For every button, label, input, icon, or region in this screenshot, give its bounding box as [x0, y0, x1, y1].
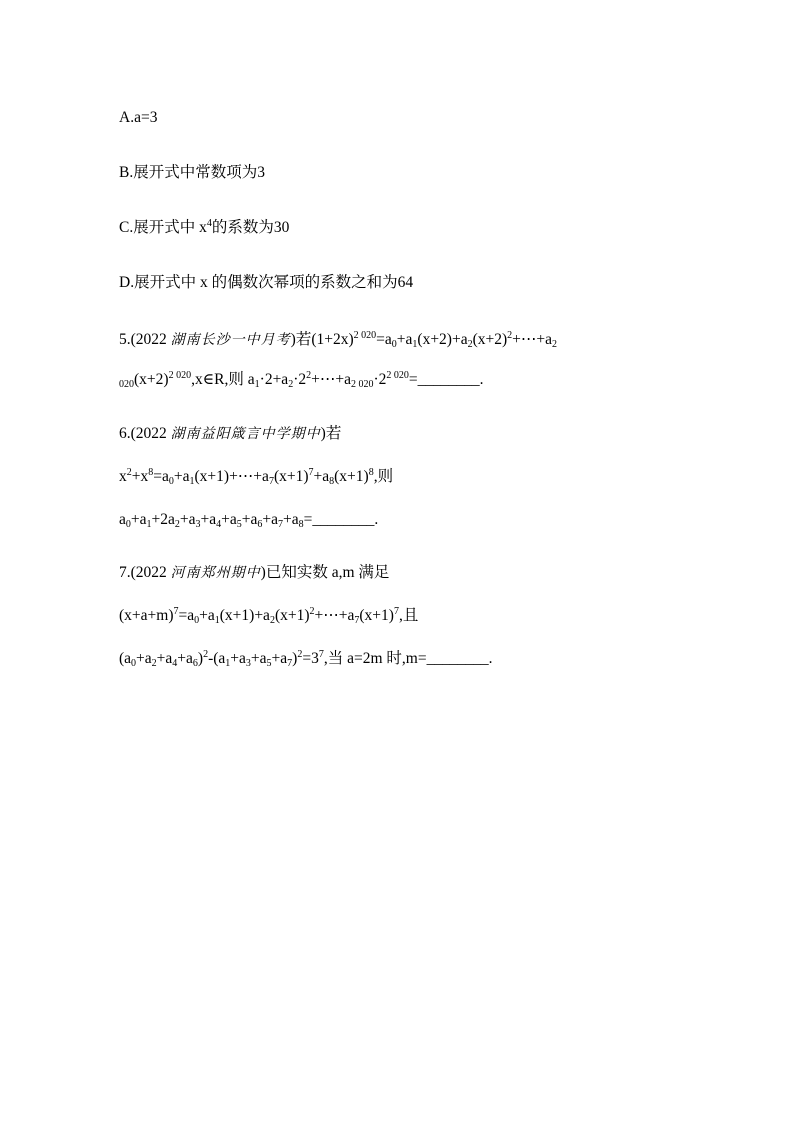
- subscript: 0: [194, 615, 200, 626]
- question-6-line-3: [119, 510, 378, 530]
- text-run: +a: [262, 511, 279, 528]
- text-run: +2a: [151, 511, 175, 528]
- question-5-answer-blank: =________.: [408, 371, 484, 388]
- text-run: (x+1)+a: [219, 607, 270, 624]
- subscript: 7: [268, 476, 274, 487]
- subscript: 0: [125, 519, 131, 530]
- text-run: +a: [200, 511, 217, 528]
- text-run: +a: [271, 650, 288, 667]
- superscript: 2 020: [168, 370, 192, 381]
- subscript: 1: [146, 519, 152, 530]
- text-run: +a: [396, 331, 413, 348]
- text-run: +a: [241, 511, 258, 528]
- text-run: +a: [313, 468, 330, 485]
- text-run: B.展开式中常数项为3: [119, 164, 265, 181]
- option-d: [119, 273, 413, 293]
- subscript: 2: [467, 339, 473, 350]
- text-run: )已知实数 a,m 满足: [260, 564, 390, 581]
- text-run: ·2: [293, 371, 307, 388]
- text-run: +a: [199, 607, 215, 624]
- text-run: +a: [136, 650, 152, 667]
- text-run: 6.(2022: [119, 425, 171, 442]
- text-run: (x+a+m): [119, 607, 174, 624]
- text-run: )若(1+2x): [290, 331, 354, 348]
- subscript: 6: [192, 658, 198, 669]
- text-run: +a: [250, 650, 267, 667]
- text-run: a: [119, 511, 126, 528]
- superscript: 2: [126, 467, 132, 478]
- superscript: 7: [173, 606, 179, 617]
- superscript: 2: [297, 649, 303, 660]
- option-b: [119, 163, 265, 183]
- question-6-line-2: [119, 467, 393, 487]
- text-run: x: [119, 468, 127, 485]
- superscript: 7: [393, 606, 399, 617]
- subscript: 1: [225, 658, 231, 669]
- superscript: 2 020: [386, 370, 409, 381]
- text-run: =3: [302, 650, 319, 667]
- subscript: 4: [216, 519, 222, 530]
- text-run: 7.(2022: [119, 564, 171, 581]
- question-6-answer-blank: =________.: [303, 511, 379, 528]
- text-run: 5.(2022: [119, 331, 171, 348]
- text-run: =a: [153, 468, 169, 485]
- text-run: ·2: [373, 371, 387, 388]
- subscript: 4: [172, 658, 178, 669]
- subscript: 1: [189, 476, 195, 487]
- subscript: 1: [214, 615, 220, 626]
- superscript: 2: [309, 606, 315, 617]
- option-a: [119, 108, 157, 128]
- subscript: 2: [151, 658, 157, 669]
- question-7-source: 河南郑州期中: [170, 565, 261, 581]
- subscript: 7: [278, 519, 284, 530]
- subscript: 8: [298, 519, 304, 530]
- text-run: +a: [221, 511, 237, 528]
- subscript: 2: [174, 519, 180, 530]
- question-5-source: 湖南长沙一中月考: [170, 332, 291, 348]
- text-run: (x+1)+⋯+a: [194, 468, 269, 485]
- question-5-line-1: [119, 330, 557, 350]
- text-run: ): [292, 650, 298, 667]
- text-run: (a: [119, 650, 132, 667]
- superscript: 8: [368, 467, 374, 478]
- subscript: 0: [391, 339, 397, 350]
- text-run: (x+2): [134, 371, 169, 388]
- text-run: ,且: [398, 607, 419, 624]
- text-run: =a: [178, 607, 195, 624]
- subscript: 1: [254, 379, 260, 390]
- subscript: 020: [119, 379, 134, 390]
- subscript: 8: [329, 476, 335, 487]
- text-run: ): [197, 650, 204, 667]
- superscript: 8: [148, 467, 154, 478]
- superscript: 2 020: [353, 330, 377, 341]
- subscript: 3: [195, 519, 201, 530]
- text-run: (x+1): [273, 468, 309, 485]
- text-run: 的系数为30: [211, 219, 290, 236]
- subscript: 3: [245, 658, 251, 669]
- text-run: +a: [283, 511, 299, 528]
- text-run: (x+1): [359, 607, 394, 624]
- text-run: +⋯+a: [311, 371, 351, 388]
- subscript: 1: [412, 339, 418, 350]
- question-7-line-1: [119, 563, 389, 583]
- question-7-answer-blank: ,当 a=2m 时,m=________.: [323, 650, 493, 667]
- subscript: 2 020: [351, 379, 374, 390]
- subscript: 2: [288, 379, 294, 390]
- question-5-line-2: [119, 370, 484, 390]
- subscript: 7: [287, 658, 293, 669]
- subscript: 2: [552, 339, 558, 350]
- question-6-source: 湖南益阳箴言中学期中: [170, 426, 321, 442]
- text-run: +a: [156, 650, 173, 667]
- text-run: (x+2)+a: [417, 331, 468, 348]
- subscript: 7: [354, 615, 360, 626]
- subscript: 5: [266, 658, 272, 669]
- text-run: +⋯+a: [512, 331, 553, 348]
- text-run: =a: [376, 331, 392, 348]
- text-run: +a: [130, 511, 147, 528]
- text-run: +a: [173, 468, 190, 485]
- question-6-line-1: [119, 424, 341, 444]
- subscript: 5: [236, 519, 242, 530]
- option-c: [119, 218, 289, 238]
- text-run: +⋯+a: [314, 607, 355, 624]
- superscript: 2: [203, 649, 209, 660]
- subscript: 6: [257, 519, 263, 530]
- text-run: +a: [230, 650, 246, 667]
- text-run: D.展开式中 x 的偶数次幂项的系数之和为64: [119, 274, 414, 291]
- text-run: (x+2): [472, 331, 508, 348]
- superscript: 2: [306, 370, 312, 381]
- text-run: +a: [179, 511, 196, 528]
- text-run: )若: [320, 425, 342, 442]
- subscript: 0: [131, 658, 137, 669]
- text-run: +x: [131, 468, 149, 485]
- text-run: ·2+a: [259, 371, 289, 388]
- superscript: 4: [206, 218, 212, 229]
- superscript: 7: [308, 467, 314, 478]
- subscript: 2: [269, 615, 275, 626]
- text-run: C.展开式中 x: [119, 219, 207, 236]
- text-run: (x+1): [334, 468, 369, 485]
- text-run: ,则: [373, 468, 394, 485]
- superscript: 2: [507, 330, 513, 341]
- text-run: -(a: [208, 650, 226, 667]
- text-run: ,x∈R,则 a: [191, 371, 255, 388]
- text-run: +a: [177, 650, 193, 667]
- superscript: 7: [318, 649, 324, 660]
- question-7-line-3: [119, 649, 492, 669]
- text-run: (x+1): [274, 607, 310, 624]
- subscript: 0: [168, 476, 174, 487]
- question-7-line-2: [119, 606, 418, 626]
- text-run: A.a=3: [119, 109, 158, 126]
